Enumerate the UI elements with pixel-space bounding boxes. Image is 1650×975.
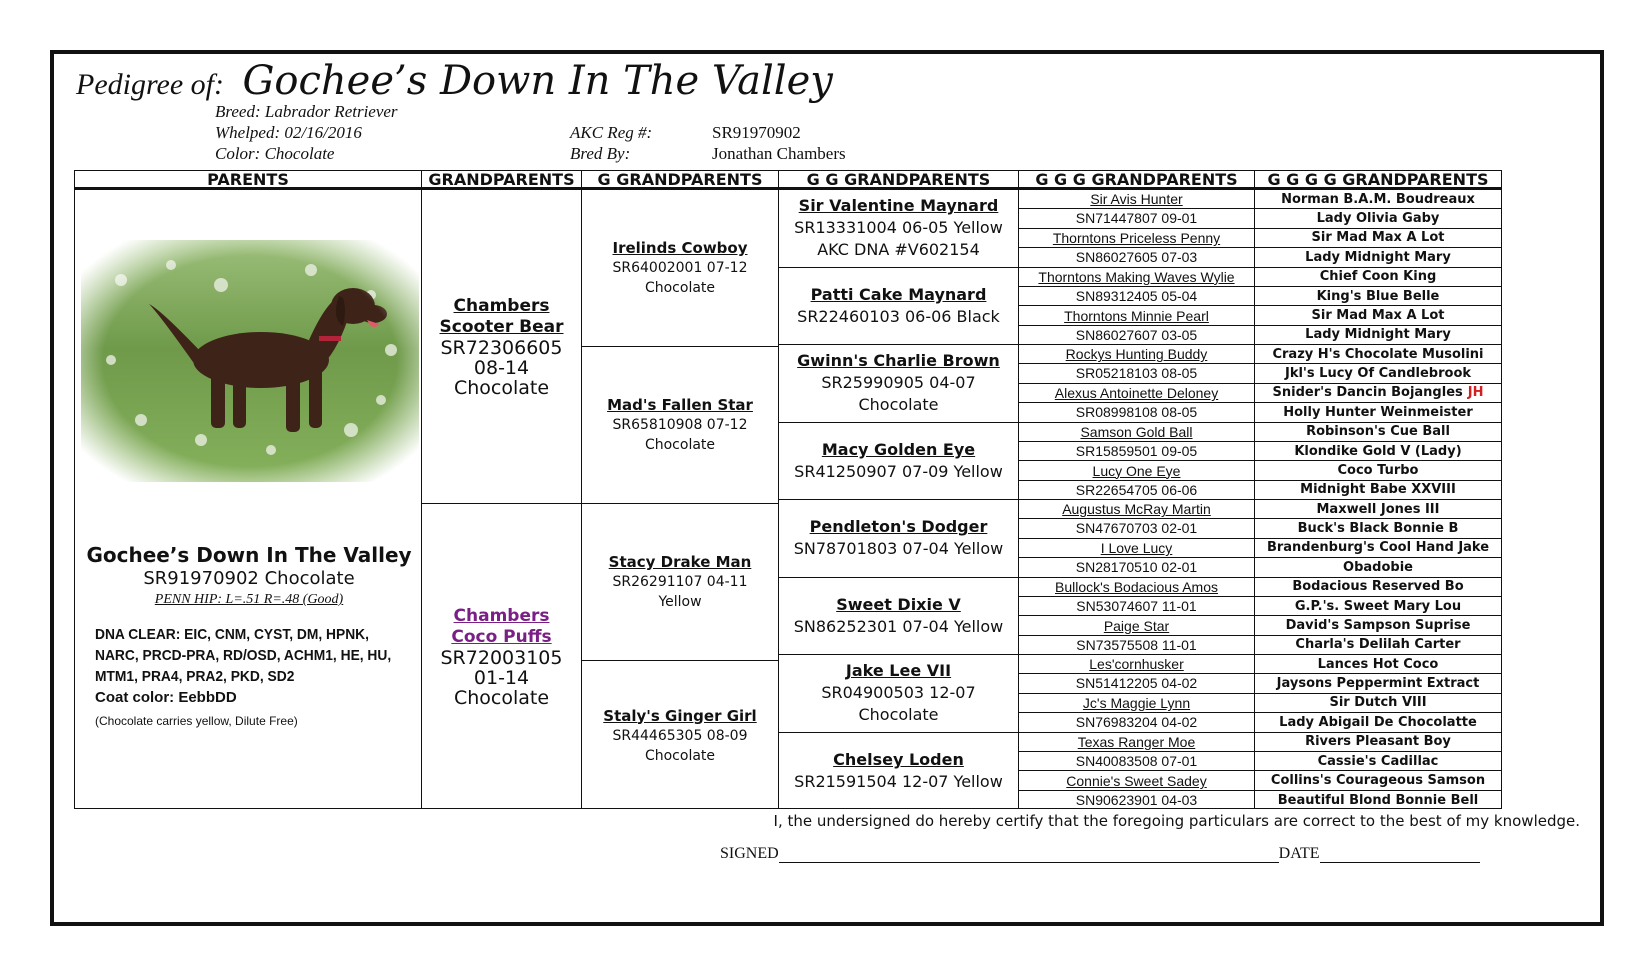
gggg-grandparent-name: Lady Olivia Gaby xyxy=(1316,211,1440,227)
grandparent-dam-name-line2[interactable]: Coco Puffs xyxy=(451,627,552,647)
gg-grandparent-name[interactable]: Patti Cake Maynard xyxy=(810,284,987,304)
gggg-grandparent-name: Beautiful Blond Bonnie Bell xyxy=(1277,792,1479,808)
ggg-grandparent-entry xyxy=(1019,190,1254,229)
ggg-grandparent-reg: SN76983204 04-02 xyxy=(1075,714,1198,731)
gggg-grandparent-entry xyxy=(1255,306,1501,325)
gggg-grandparent-entry xyxy=(1255,674,1501,693)
gggg-grandparent-name: Chief Coon King xyxy=(1319,269,1437,285)
ggg-grandparent-name[interactable]: Connie's Sweet Sadey xyxy=(1019,772,1254,791)
gggg-grandparent-entry xyxy=(1255,287,1501,306)
breed-text: Breed: Labrador Retriever xyxy=(215,102,398,121)
gg-grandparent-entry xyxy=(779,423,1018,501)
ggg-grandparent-reg: SN53074607 11-01 xyxy=(1076,597,1197,614)
ggg-grandparent-name[interactable]: Texas Ranger Moe xyxy=(1019,733,1254,752)
gg-grandparent-name[interactable]: Gwinn's Charlie Brown xyxy=(797,351,1000,371)
date-label: DATE xyxy=(1278,845,1320,862)
ggg-grandparent-reg: SR15859501 09-05 xyxy=(1075,442,1198,459)
g-grandparent-color: Chocolate xyxy=(644,437,716,453)
gg-grandparent-entry xyxy=(779,500,1018,578)
gggg-grandparent-name: Midnight Babe XXVIII xyxy=(1300,482,1456,498)
gggg-grandparent-entry xyxy=(1255,713,1501,732)
ggg-grandparent-entry xyxy=(1019,306,1254,345)
gggg-grandparent-name: Crazy H's Chocolate Musolini xyxy=(1272,346,1484,362)
ggg-grandparent-reg: SN89312405 05-04 xyxy=(1075,287,1198,304)
gggg-grandparent-entry xyxy=(1255,326,1501,345)
col-header-ggg-grandparents: G G G GRANDPARENTS xyxy=(1018,170,1255,189)
gggg-grandparent-entry xyxy=(1255,461,1501,480)
gggg-grandparent-entry xyxy=(1255,752,1501,771)
ggg-grandparent-reg: SN71447807 09-01 xyxy=(1075,210,1198,227)
date-field[interactable] xyxy=(1320,862,1480,863)
ggg-grandparent-name[interactable]: Samson Gold Ball xyxy=(1019,423,1254,442)
ggg-grandparent-entry xyxy=(1019,655,1254,694)
gggg-grandparent-name: Snider's Dancin Bojangles xyxy=(1272,385,1463,401)
gggg-grandparent-name: Lady Abigail De Chocolatte xyxy=(1279,714,1477,730)
bred-by-value: Jonathan Chambers xyxy=(712,144,846,163)
gggg-grandparent-entry xyxy=(1255,636,1501,655)
gggg-grandparent-name: Lances Hot Coco xyxy=(1317,656,1439,672)
gggg-grandparent-name: Buck's Black Bonnie B xyxy=(1297,521,1459,537)
pedigree-grid xyxy=(74,170,1582,851)
ggg-grandparent-entry xyxy=(1019,733,1254,772)
ggg-grandparent-reg: SR08998108 08-05 xyxy=(1075,404,1198,421)
gggg-grandparent-name: Norman B.A.M. Boudreaux xyxy=(1281,191,1475,207)
title-suffix: JH xyxy=(1467,385,1484,401)
grandparent-sire xyxy=(422,190,581,504)
g-grandparents-column xyxy=(581,189,779,809)
gggg-grandparent-name: Jkl's Lucy Of Candlebrook xyxy=(1284,366,1472,382)
g-grandparent-reg: SR64002001 07-12 xyxy=(612,260,748,276)
gggg-grandparent-entry xyxy=(1255,539,1501,558)
gggg-grandparent-name: Holly Hunter Weinmeister xyxy=(1283,404,1473,420)
ggg-grandparent-reg: SN86027605 07-03 xyxy=(1075,249,1198,266)
gg-grandparent-name[interactable]: Jake Lee VII xyxy=(845,661,952,681)
gggg-grandparents-column xyxy=(1254,189,1502,809)
g-grandparent-name[interactable]: Staly's Ginger Girl xyxy=(603,706,757,725)
signature-line xyxy=(720,845,1480,863)
ggg-grandparent-name[interactable]: Paige Star xyxy=(1019,617,1254,636)
gg-grandparent-entry xyxy=(779,345,1018,423)
gggg-grandparent-name: Sir Dutch VIII xyxy=(1329,695,1427,711)
grandparent-sire-name-line2[interactable]: Scooter Bear xyxy=(439,316,564,337)
gggg-grandparent-name: Klondike Gold V (Lady) xyxy=(1294,443,1462,459)
subject-coat-note: (Chocolate carries yellow, Dilute Free) xyxy=(95,714,298,728)
gggg-grandparent-name: David's Sampson Suprise xyxy=(1285,617,1471,633)
gggg-grandparent-entry xyxy=(1255,442,1501,461)
g-grandparent-name[interactable]: Stacy Drake Man xyxy=(608,553,752,571)
ggg-grandparent-entry xyxy=(1019,500,1254,539)
gggg-grandparent-entry xyxy=(1255,403,1501,422)
col-header-parents: PARENTS xyxy=(74,170,422,189)
gg-grandparent-reg: SN78701803 07-04 Yellow xyxy=(793,539,1004,559)
g-grandparent-entry xyxy=(582,661,778,810)
col-header-gg-grandparents: G G GRANDPARENTS xyxy=(778,170,1019,189)
grandparent-dam-color: Chocolate xyxy=(453,687,550,709)
ggg-grandparent-name[interactable]: Bullock's Bodacious Amos xyxy=(1019,578,1254,597)
gggg-grandparent-name: Robinson's Cue Ball xyxy=(1306,424,1450,440)
col-header-grandparents: GRANDPARENTS xyxy=(421,170,582,189)
color-text: Color: Chocolate xyxy=(215,144,335,163)
grandparent-sire-reg: SR72306605 08-14 xyxy=(440,336,563,379)
ggg-grandparent-name[interactable]: Augustus McRay Martin xyxy=(1019,500,1254,519)
ggg-grandparent-name[interactable]: Thorntons Priceless Penny xyxy=(1019,229,1254,248)
gg-grandparent-reg: SR41250907 07-09 Yellow xyxy=(794,461,1003,481)
ggg-grandparent-entry xyxy=(1019,771,1254,810)
g-grandparent-entry xyxy=(582,347,778,504)
gggg-grandparent-name: Lady Midnight Mary xyxy=(1305,327,1451,343)
gggg-grandparent-name: Collins's Courageous Samson xyxy=(1270,772,1486,788)
pedigree-label: Pedigree of: xyxy=(76,68,224,101)
gggg-grandparent-name: Coco Turbo xyxy=(1337,462,1419,478)
gg-grandparent-name[interactable]: Pendleton's Dodger xyxy=(809,517,988,537)
ggg-grandparents-column xyxy=(1018,189,1255,809)
gggg-grandparent-name: Cassie's Cadillac xyxy=(1317,753,1439,769)
ggg-grandparent-name[interactable]: Thorntons Minnie Pearl xyxy=(1019,307,1254,326)
ggg-grandparent-entry xyxy=(1019,539,1254,578)
gggg-grandparent-entry xyxy=(1255,268,1501,287)
signed-label: SIGNED xyxy=(720,845,779,862)
g-grandparent-entry xyxy=(582,504,778,661)
gggg-grandparent-entry xyxy=(1255,481,1501,500)
chocolate-labrador-photo xyxy=(81,240,419,482)
grandparent-dam-reg: SR72003105 01-14 xyxy=(440,647,563,689)
gggg-grandparent-entry xyxy=(1255,345,1501,364)
ggg-grandparent-name[interactable]: Alexus Antoinette Deloney xyxy=(1019,384,1254,403)
ggg-grandparent-entry xyxy=(1019,423,1254,462)
ggg-grandparent-entry xyxy=(1019,461,1254,500)
gggg-grandparent-entry xyxy=(1255,578,1501,597)
ggg-grandparent-entry xyxy=(1019,578,1254,617)
ggg-grandparent-name[interactable]: Lucy One Eye xyxy=(1019,462,1254,481)
subject-registration: SR91970902 Chocolate xyxy=(143,568,355,589)
gggg-grandparent-entry xyxy=(1255,791,1501,810)
col-header-gggg-grandparents: G G G G GRANDPARENTS xyxy=(1254,170,1502,189)
col-header-g-grandparents: G GRANDPARENTS xyxy=(581,170,779,189)
gggg-grandparent-entry xyxy=(1255,500,1501,519)
g-grandparent-name[interactable]: Irelinds Cowboy xyxy=(612,239,748,257)
g-grandparent-color: Chocolate xyxy=(644,280,716,296)
pedigree-title xyxy=(76,58,833,104)
ggg-grandparent-reg: SN47670703 02-01 xyxy=(1075,520,1198,537)
ggg-grandparent-reg: SN28170510 02-01 xyxy=(1075,559,1198,576)
gggg-grandparent-entry xyxy=(1255,364,1501,383)
gg-grandparent-reg: SR21591504 12-07 Yellow xyxy=(794,772,1003,792)
subject-dna-clear: DNA CLEAR: EIC, CNM, CYST, DM, HPNK, NARC, PRCD-PRA, RD/OSD, ACHM1, HE, HU, MTM1, PRA4, PRA2, PKD, SD2 xyxy=(95,626,392,685)
gggg-grandparent-name: Maxwell Jones III xyxy=(1316,501,1440,517)
ggg-grandparent-entry xyxy=(1019,384,1254,423)
gg-grandparent-entry xyxy=(779,655,1018,733)
akc-value: SR91970902 xyxy=(712,123,801,142)
ggg-grandparent-reg: SN90623901 04-03 xyxy=(1075,792,1198,809)
gg-grandparent-reg: SR04900503 12-07 Chocolate xyxy=(821,683,976,725)
gggg-grandparent-entry xyxy=(1255,190,1501,209)
gggg-grandparent-name: Sir Mad Max A Lot xyxy=(1311,230,1445,246)
gg-grandparent-reg: SR13331004 06-05 Yellow xyxy=(794,218,1003,238)
gg-grandparent-entry xyxy=(779,578,1018,656)
subject-column xyxy=(74,189,422,809)
ggg-grandparent-entry xyxy=(1019,694,1254,733)
signature-field[interactable] xyxy=(779,862,1279,863)
ggg-grandparent-reg: SN40083508 07-01 xyxy=(1075,752,1198,769)
g-grandparent-color: Yellow xyxy=(658,594,702,610)
gggg-grandparent-entry xyxy=(1255,733,1501,752)
gggg-grandparent-entry xyxy=(1255,519,1501,538)
gggg-grandparent-name: Sir Mad Max A Lot xyxy=(1311,307,1445,323)
ggg-grandparent-name[interactable]: I Love Lucy xyxy=(1019,539,1254,558)
gggg-grandparent-entry xyxy=(1255,209,1501,228)
gg-grandparent-reg: SR22460103 06-06 Black xyxy=(797,306,1000,326)
gg-grandparent-dna: AKC DNA #V602154 xyxy=(817,240,980,260)
ggg-grandparent-name[interactable]: Les'cornhusker xyxy=(1019,655,1254,674)
ggg-grandparent-reg: SN51412205 04-02 xyxy=(1075,675,1198,692)
grandparent-dam xyxy=(422,504,581,810)
grandparents-column xyxy=(421,189,582,809)
gg-grandparent-name[interactable]: Chelsey Loden xyxy=(833,750,964,770)
ggg-grandparent-reg: SR05218103 08-05 xyxy=(1075,365,1198,382)
gggg-grandparent-entry xyxy=(1255,771,1501,790)
ggg-grandparent-reg: SN73575508 11-01 xyxy=(1076,636,1197,653)
g-grandparent-reg: SR65810908 07-12 xyxy=(612,417,748,433)
gg-grandparent-entry xyxy=(779,268,1018,346)
g-grandparent-name[interactable]: Mad's Fallen Star xyxy=(607,396,753,414)
subject-name: Gochee’s Down In The Valley xyxy=(86,543,412,567)
ggg-grandparent-entry xyxy=(1019,345,1254,384)
gg-grandparent-name[interactable]: Macy Golden Eye xyxy=(821,439,976,459)
gg-grandparent-reg: SR25990905 04-07 Chocolate xyxy=(821,373,976,415)
ggg-grandparent-entry xyxy=(1019,616,1254,655)
grandparent-sire-name-line1[interactable]: Chambers xyxy=(453,295,550,316)
pedigree-dog-name: Gochee’s Down In The Valley xyxy=(242,58,833,104)
gggg-grandparent-name: Bodacious Reserved Bo xyxy=(1292,579,1464,595)
certification-statement: I, the undersigned do hereby certify that the foregoing particulars are correct to the best of my knowledge. xyxy=(773,812,1580,830)
ggg-grandparent-reg: SN86027607 03-05 xyxy=(1075,326,1198,343)
gggg-grandparent-entry xyxy=(1255,229,1501,248)
ggg-grandparent-entry xyxy=(1019,229,1254,268)
gggg-grandparent-entry xyxy=(1255,694,1501,713)
ggg-grandparent-name[interactable]: Sir Avis Hunter xyxy=(1019,190,1254,209)
grandparent-dam-name-line1[interactable]: Chambers xyxy=(453,606,550,626)
gggg-grandparent-entry xyxy=(1255,384,1501,403)
gggg-grandparent-entry xyxy=(1255,616,1501,635)
gggg-grandparent-name: Lady Midnight Mary xyxy=(1305,249,1451,265)
grandparent-sire-color: Chocolate xyxy=(453,376,550,399)
gg-grandparent-entry xyxy=(779,190,1018,268)
gggg-grandparent-name: King's Blue Belle xyxy=(1316,288,1440,304)
subject-hip-score: PENN HIP: L=.51 R=.48 (Good) xyxy=(154,592,344,607)
gggg-grandparent-entry xyxy=(1255,423,1501,442)
gg-grandparent-name[interactable]: Sweet Dixie V xyxy=(836,594,961,614)
bred-by-label: Bred By: xyxy=(570,144,631,163)
gggg-grandparent-name: Charla's Delilah Carter xyxy=(1295,637,1461,653)
gg-grandparent-reg: SN86252301 07-04 Yellow xyxy=(793,616,1004,636)
g-grandparent-reg: SR26291107 04-11 xyxy=(612,574,748,590)
whelped-text: Whelped: 02/16/2016 xyxy=(215,123,362,142)
gggg-grandparent-name: Obadobie xyxy=(1343,559,1413,575)
gggg-grandparent-name: G.P.'s. Sweet Mary Lou xyxy=(1294,598,1462,614)
g-grandparent-entry xyxy=(582,190,778,347)
gggg-grandparent-entry xyxy=(1255,655,1501,674)
gggg-grandparent-entry xyxy=(1255,597,1501,616)
gg-grandparents-column xyxy=(778,189,1019,809)
ggg-grandparent-entry xyxy=(1019,268,1254,307)
g-grandparent-reg: SR44465305 08-09 xyxy=(612,727,748,744)
ggg-grandparent-name[interactable]: Thorntons Making Waves Wylie xyxy=(1019,268,1254,287)
ggg-grandparent-reg: SR22654705 06-06 xyxy=(1075,481,1198,498)
gggg-grandparent-entry xyxy=(1255,248,1501,267)
gggg-grandparent-name: Jaysons Peppermint Extract xyxy=(1276,676,1480,692)
subject-coat-color: Coat color: EebbDD xyxy=(95,689,237,706)
g-grandparent-color: Chocolate xyxy=(644,747,716,764)
gg-grandparent-entry xyxy=(779,733,1018,811)
gggg-grandparent-name: Brandenburg's Cool Hand Jake xyxy=(1266,540,1490,556)
akc-label: AKC Reg #: xyxy=(570,123,653,142)
gggg-grandparent-entry xyxy=(1255,558,1501,577)
ggg-grandparent-name[interactable]: Jc's Maggie Lynn xyxy=(1019,694,1254,713)
gggg-grandparent-name: Rivers Pleasant Boy xyxy=(1305,734,1451,750)
ggg-grandparent-name[interactable]: Rockys Hunting Buddy xyxy=(1019,345,1254,364)
gg-grandparent-name[interactable]: Sir Valentine Maynard xyxy=(798,196,999,216)
